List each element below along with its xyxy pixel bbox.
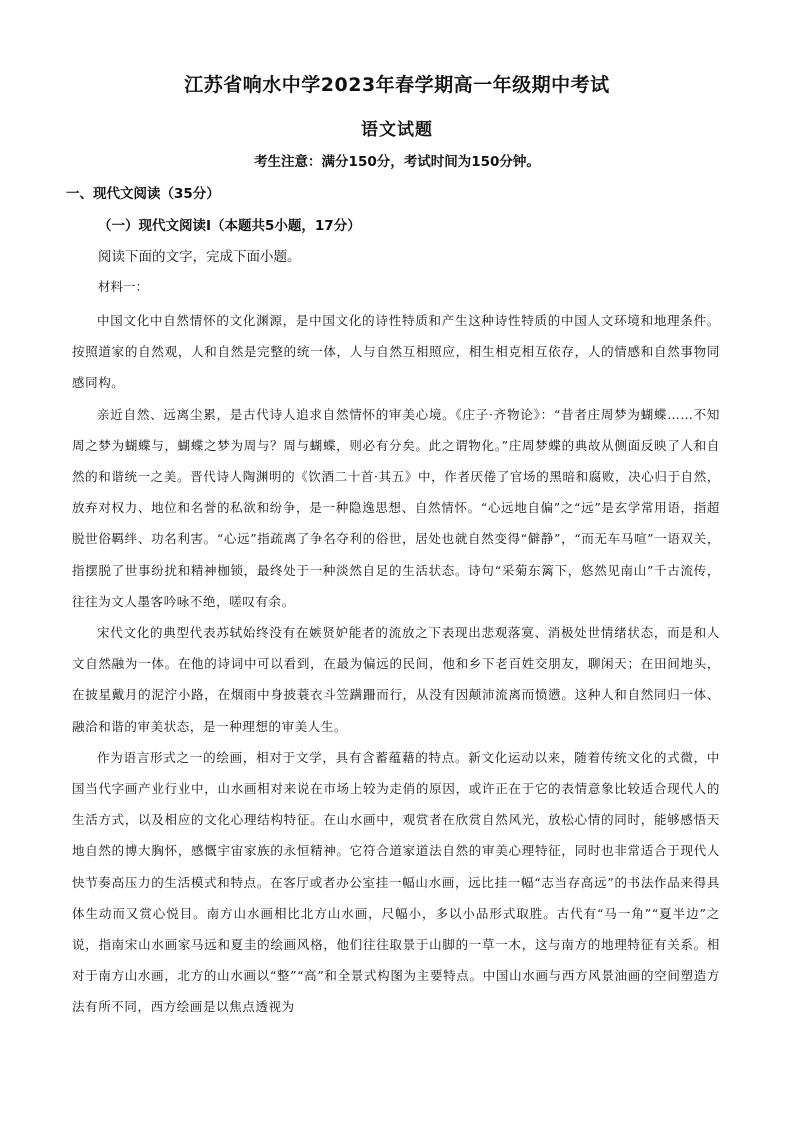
passage-body: [72, 305, 720, 1023]
exam-title: 江苏省响水中学2023年春学期高一年级期中考试: [184, 74, 610, 96]
section-heading: 一、现代文阅读（35分）: [66, 186, 220, 202]
passage-paragraph: 中国文化中自然情怀的文化渊源，是中国文化的诗性特质和产生这种诗性特质的中国人文环境和地理条件。按照道家的自然观，人和自然是完整的统一体，人与自然互相照应，相生相克相互依存，人的情感和自然事物同感同构。: [72, 313, 720, 391]
passage-paragraph: 作为语言形式之一的绘画，相对于文学，具有含蓄蕴藉的特点。新文化运动以来，随着传统文化的式微，中国当代字画产业行业中，山水画相对来说在市场上较为走俏的原因，或许正在于它的表情意象比较适合现代人的生活方式，以及相应的文化心理结构特征。在山水画中，观赏者在欣赏自然风光，放松心情的同时，能够感悟天地自然的博大胸怀，感慨宇宙家族的永恒精神。它符合道家道法自然的审美心理特征，同时也非常适合于现代人快节奏高压力的生活模式和特点。在客厅或者办公室挂一幅山水画，远比挂一幅“志当存高远”的书法作品来得具体生动而又赏心悦目。南方山水画相比北方山水画，尺幅小，多以小品形式取胜。古代有“马一角”“夏半边”之说，指南宋山水画家马远和夏圭的绘画风格，他们往往取景于山脚的一草一木，这与南方的地理特征有关系。相对于南方山水画，北方的山水画以“整”“高”和全景式构图为主要特点。中国山水画与西方风景油画的空间塑造方法有所不同，西方绘画是以焦点透视为: [72, 749, 720, 1015]
passage-paragraph: 宋代文化的典型代表苏轼始终没有在嫉贤妒能者的流放之下表现出悲观落寞、消极处世情绪状态，而是和人文自然融为一体。在他的诗词中可以看到，在最为偏远的民间，他和乡下老百姓交朋友，聊闲天；在田间地头，在披星戴月的泥泞小路，在烟雨中身披蓑衣斗笠蹒跚而行，从没有因颠沛流离而愤懑。这种人和自然同归一体、融洽和谐的审美状态，是一种理想的审美人生。: [72, 625, 720, 734]
exam-notice: 考生注意：满分150分，考试时间为150分钟。: [254, 154, 540, 170]
sub-heading: （一）现代文阅读Ⅰ（本题共5小题，17分）: [98, 218, 361, 234]
material-label: 材料一：: [98, 279, 149, 294]
passage-paragraph: 亲近自然、远离尘累，是古代诗人追求自然情怀的审美心境。《庄子·齐物论》：“昔者庄周梦为蝴蝶……不知周之梦为蝴蝶与，蝴蝶之梦为周与？周与蝴蝶，则必有分矣。此之谓物化。”庄周梦蝶的典故从侧面反映了人和自然的和谐统一之美。晋代诗人陶渊明的《饮酒二十首·其五》中，作者厌倦了官场的黑暗和腐败，决心归于自然，放弃对权力、地位和名誉的私欲和纷争，是一种隐逸思想、自然情怀。“心远地自偏”之“远”是玄学常用语，指超脱世俗羁绊、功名利害。“心远”指疏离了争名夺利的俗世，居处也就自然变得“僻静”，“而无车马喧”一语双关，指摆脱了世事纷扰和精神枷锁，最终处于一种淡然自足的生活状态。诗句“采菊东篱下，悠然见南山”千古流传，往往为文人墨客吟咏不绝，嗟叹有余。: [72, 406, 720, 609]
exam-subtitle: 语文试题: [361, 120, 433, 140]
reading-instruction: 阅读下面的文字，完成下面小题。: [98, 249, 301, 265]
